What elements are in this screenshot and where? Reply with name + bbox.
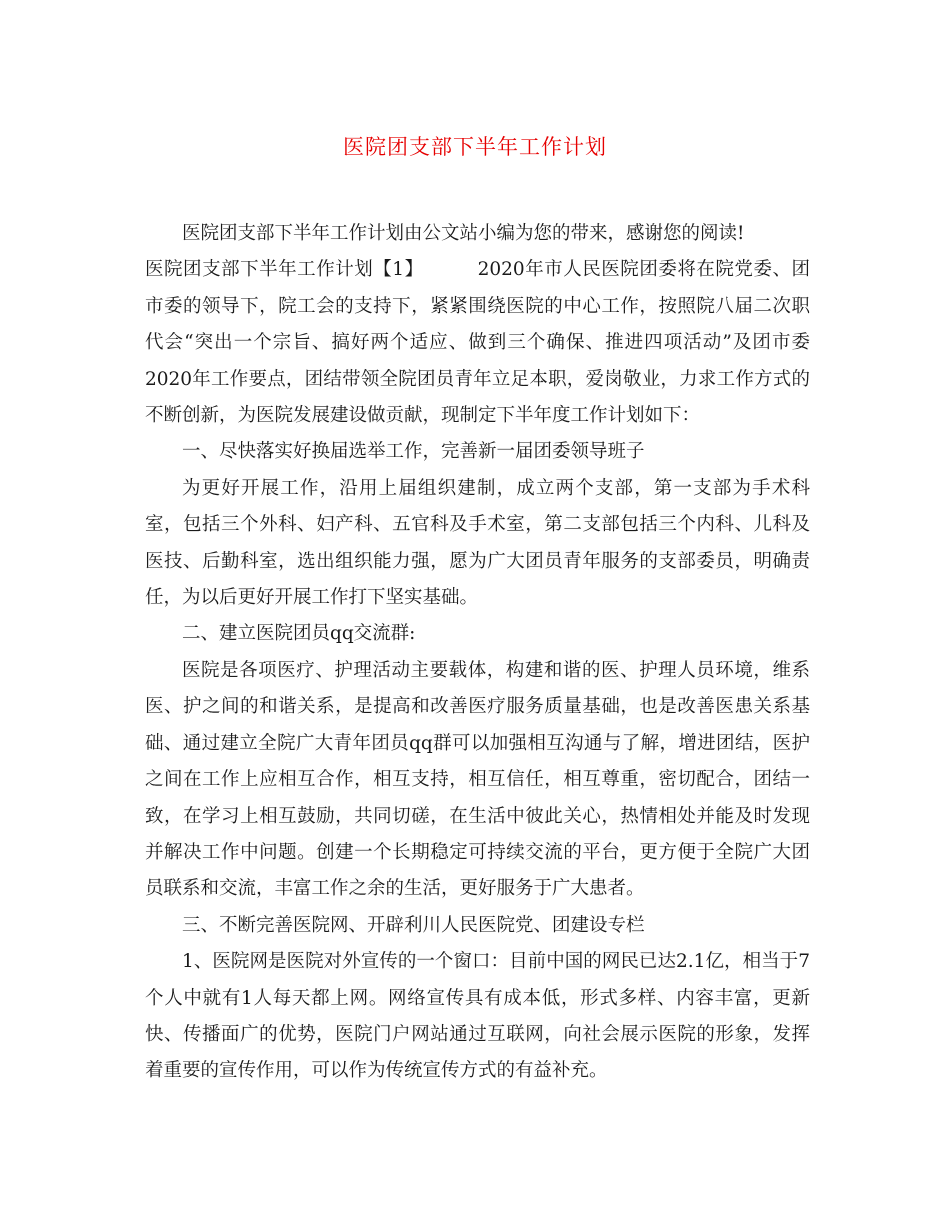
section-heading-3: 三、不断完善医院网、开辟利川人民医院党、团建设专栏 [182, 914, 645, 936]
plan-overview-text: 2020年市人民医院团委将在院党委、团市委的领导下，院工会的支持下，紧紧围绕医院的中心工作，按照院八届二次职代会“突出一个宗旨、搞好两个适应、做到三个确保、推进四项活动”及团市委2020年工作要点，团结带领全院团员青年立足本职，爱岗敬业，力求工作方式的不断创新，为医院发展建设做贡献，现制定下半年度工作计划如下： [145, 259, 810, 427]
section-body-1: 为更好开展工作，沿用上届组织建制，成立两个支部，第一支部为手术科室，包括三个外科、妇产科、五官科及手术室，第二支部包括三个内科、儿科及医技、后勤科室，选出组织能力强，愿为广大团员青年服务的支部委员，明确责任，为以后更好开展工作打下坚实基础。 [145, 477, 810, 609]
section-heading-2: 二、建立医院团员qq交流群: [182, 623, 416, 645]
intro-paragraph: 医院团支部下半年工作计划由公文站小编为您的带来，感谢您的阅读! [182, 223, 745, 244]
section-body-3: 1、医院网是医院对外宣传的一个窗口：目前中国的网民已达2.1亿，相当于7个人中就有1人每天都上网。网络宣传具有成本低，形式多样、内容丰富，更新快、传播面广的优势，医院门户网站通过互联网，向社会展示医院的形象，发挥着重要的宣传作用，可以作为传统宣传方式的有益补充。 [145, 951, 810, 1082]
plan-heading-inline: 医院团支部下半年工作计划【1】 [145, 259, 424, 281]
section-body-2: 医院是各项医疗、护理活动主要载体，构建和谐的医、护理人员环境，维系医、护之间的和谐关系，是提高和改善医疗服务质量基础，也是改善医患关系基础、通过建立全院广大青年团员qq群可以加强相互沟通与了解，增进团结，医护之间在工作上应相互合作，相互支持，相互信任，相互尊重，密切配合，团结一致，在学习上相互鼓励，共同切磋，在生活中彼此关心，热情相处并能及时发现并解决工作中问题。创建一个长期稳定可持续交流的平台，更方便于全院广大团员联系和交流，丰富工作之余的生活，更好服务于广大患者。 [145, 659, 810, 900]
plan-overview-paragraph [145, 252, 810, 434]
section-heading-1: 一、尽快落实好换届选举工作，完善新一届团委领导班子 [182, 441, 645, 463]
document-title: 医院团支部下半年工作计划 [343, 135, 607, 159]
document-body [145, 216, 810, 1090]
